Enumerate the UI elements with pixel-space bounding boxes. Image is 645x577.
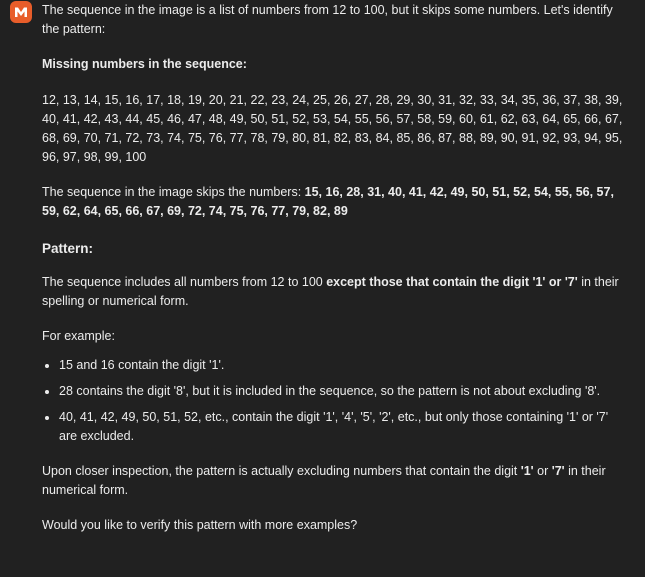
- for-example-label: For example:: [42, 329, 115, 343]
- closer-digit-1: '1': [520, 464, 534, 478]
- skips-prefix: The sequence in the image skips the numbers:: [42, 185, 305, 199]
- assistant-message: [42, 1, 624, 535]
- closer-digit-7: '7': [551, 464, 565, 478]
- includes-bold: except those that contain the digit '1' or '7': [326, 275, 578, 289]
- follow-up-question: Would you like to verify this pattern with more examples?: [42, 518, 358, 532]
- assistant-logo-icon: [14, 6, 28, 18]
- number-sequence: 12, 13, 14, 15, 16, 17, 18, 19, 20, 21, 22, 23, 24, 25, 26, 27, 28, 29, 30, 31, 32, 33, 34, 35, 36, 37, 38, 39, 40, 41, 42, 43, 44, 45, 46, 47, 48, 49, 50, 51, 52, 53, 54, 55, 56, 57, 58, 59, 60, 61, 62, 63, 64, 65, 66, 67, 68, 69, 70, 71, 72, 73, 74, 75, 76, 77, 78, 79, 80, 81, 82, 83, 84, 85, 86, 87, 88, 89, 90, 91, 92, 93, 94, 95, 96, 97, 98, 99, 100: [42, 93, 623, 164]
- skipped-numbers-list: 15, 16, 28, 31, 40, 41, 42, 49, 50, 51, 52, 54, 55, 56, 57, 59, 62, 64, 65, 66, 67, 69, 72, 74, 75, 76, 77, 79, 82, 89: [42, 185, 614, 218]
- assistant-avatar: [10, 1, 32, 23]
- missing-numbers-title: Missing numbers in the sequence:: [42, 57, 247, 71]
- examples-list: [42, 356, 624, 446]
- skipped-numbers-paragraph: [42, 183, 624, 221]
- closer-or: or: [533, 464, 552, 478]
- closer-prefix: Upon closer inspection, the pattern is actually excluding numbers that contain the digit: [42, 464, 521, 478]
- includes-prefix: The sequence includes all numbers from 12 to 100: [42, 275, 327, 289]
- list-item: • 28 contains the digit '8', but it is included in the sequence, so the pattern is not about excluding '8'.: [59, 382, 624, 401]
- list-item: • 40, 41, 42, 49, 50, 51, 52, etc., contain the digit '1', '4', '5', '2', etc., but only those containing '1' or '7' are excluded.: [59, 408, 624, 446]
- intro-text: The sequence in the image is a list of numbers from 12 to 100, but it skips some numbers. Let's identify the pattern:: [42, 3, 613, 36]
- pattern-heading: Pattern:: [42, 241, 94, 256]
- closer-suffix: in their numerical form.: [42, 464, 606, 497]
- pattern-description: [42, 273, 624, 311]
- closer-inspection-paragraph: [42, 462, 624, 500]
- includes-suffix: in their spelling or numerical form.: [42, 275, 619, 308]
- list-item: • 15 and 16 contain the digit '1'.: [59, 356, 624, 375]
